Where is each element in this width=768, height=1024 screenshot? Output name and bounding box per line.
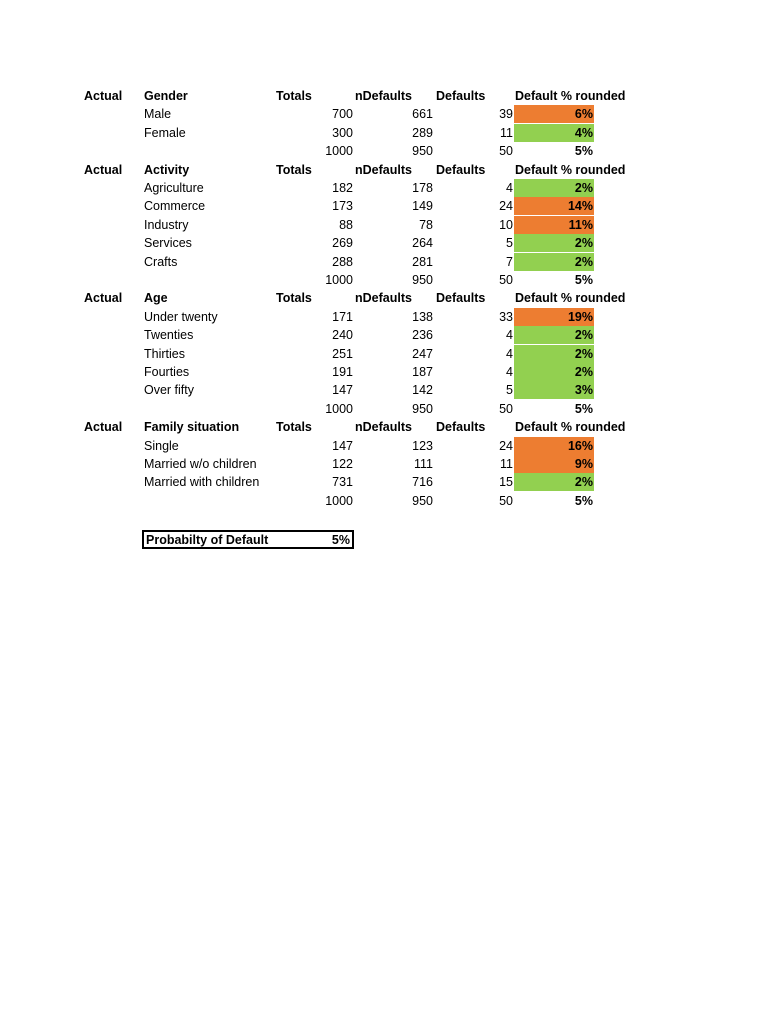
table-row	[0, 179, 768, 197]
total-totals-cell: 1000	[325, 273, 353, 287]
table-row	[0, 455, 768, 473]
totals-cell: 251	[332, 346, 353, 361]
total-defaults-cell: 50	[499, 493, 513, 508]
default-pct-cell: 2%	[514, 234, 594, 252]
total-row	[0, 492, 768, 510]
table-row	[0, 308, 768, 326]
section-header-row	[0, 87, 768, 105]
row-label: Services	[144, 236, 192, 251]
ndefaults-cell: 289	[412, 125, 433, 140]
totals-cell: 731	[332, 475, 353, 490]
table-row	[0, 253, 768, 271]
totals-cell: 240	[332, 328, 353, 343]
total-pct-cell: 5%	[574, 493, 593, 508]
ndefaults-header: nDefaults	[355, 420, 412, 435]
default-pct-cell: 3%	[514, 381, 594, 399]
section-header-row	[0, 289, 768, 307]
probability-label: Probabilty of Default	[146, 533, 269, 547]
totals-cell: 269	[332, 236, 353, 251]
default-pct-cell: 2%	[514, 363, 594, 381]
defaults-cell: 33	[499, 309, 513, 324]
total-totals-cell: 1000	[325, 144, 353, 159]
total-totals-cell: 1000	[325, 493, 353, 508]
default-pct-cell: 2%	[514, 473, 594, 491]
default-pct-cell: 16%	[514, 437, 594, 455]
defaults-cell: 10	[499, 217, 513, 232]
table-row	[0, 345, 768, 363]
totals-cell: 191	[332, 365, 353, 379]
row-label: Married with children	[144, 475, 260, 490]
ndefaults-cell: 78	[419, 217, 433, 232]
defaults-cell: 4	[506, 328, 513, 343]
total-pct-cell: 5%	[574, 273, 593, 287]
defaults-cell: 4	[506, 365, 513, 379]
row-label: Commerce	[144, 199, 206, 214]
actual-label: Actual	[84, 291, 123, 306]
row-label: Thirties	[144, 346, 185, 361]
probability-of-default-box	[142, 530, 354, 549]
total-defaults-cell: 50	[499, 144, 513, 159]
totals-cell: 88	[339, 217, 353, 232]
default-pct-header: Default % rounded	[515, 420, 626, 435]
default-pct-cell: 2%	[514, 345, 594, 363]
total-ndefaults-cell: 950	[412, 144, 433, 159]
actual-label: Actual	[84, 420, 123, 435]
defaults-cell: 4	[506, 181, 513, 195]
total-row	[0, 271, 768, 289]
row-label: Crafts	[144, 254, 178, 269]
actual-label: Actual	[84, 162, 123, 177]
defaults-cell: 5	[506, 236, 513, 251]
ndefaults-cell: 178	[412, 181, 433, 195]
defaults-cell: 7	[506, 254, 513, 269]
row-label: Female	[144, 125, 186, 140]
default-pct-cell: 11%	[514, 216, 594, 234]
totals-header: Totals	[276, 89, 312, 103]
row-label: Agriculture	[144, 181, 204, 195]
defaults-header: Defaults	[436, 291, 486, 306]
category-title: Age	[144, 291, 168, 306]
default-pct-cell: 14%	[514, 197, 594, 215]
defaults-cell: 39	[499, 107, 513, 122]
totals-cell: 171	[332, 309, 353, 324]
total-ndefaults-cell: 950	[412, 273, 433, 287]
default-pct-cell: 2%	[514, 253, 594, 271]
table-row	[0, 197, 768, 215]
ndefaults-cell: 661	[412, 107, 433, 122]
total-defaults-cell: 50	[499, 401, 513, 416]
totals-cell: 700	[332, 107, 353, 122]
row-label: Under twenty	[144, 309, 218, 324]
table-row	[0, 363, 768, 381]
defaults-header: Defaults	[436, 162, 486, 177]
total-row	[0, 142, 768, 160]
total-pct-cell: 5%	[574, 401, 593, 416]
actual-label: Actual	[84, 89, 123, 103]
totals-cell: 122	[332, 457, 353, 471]
ndefaults-header: nDefaults	[355, 162, 412, 177]
total-pct-cell: 5%	[574, 144, 593, 159]
ndefaults-cell: 264	[412, 236, 433, 251]
defaults-cell: 11	[500, 457, 513, 471]
defaults-cell: 15	[499, 475, 513, 490]
totals-header: Totals	[276, 162, 312, 177]
section-header-row	[0, 161, 768, 179]
totals-cell: 182	[332, 181, 353, 195]
table-row	[0, 105, 768, 123]
row-label: Twenties	[144, 328, 194, 343]
default-pct-cell: 6%	[514, 105, 594, 123]
section-header-row	[0, 418, 768, 436]
default-pct-cell: 2%	[514, 326, 594, 344]
table-row	[0, 437, 768, 455]
ndefaults-cell: 716	[412, 475, 433, 490]
ndefaults-cell: 247	[412, 346, 433, 361]
totals-cell: 147	[332, 383, 353, 398]
table-row	[0, 124, 768, 142]
default-pct-header: Default % rounded	[515, 162, 626, 177]
default-pct-header: Default % rounded	[515, 291, 626, 306]
total-totals-cell: 1000	[325, 401, 353, 416]
ndefaults-cell: 138	[412, 309, 433, 324]
row-label: Over fifty	[144, 383, 195, 398]
defaults-cell: 24	[499, 438, 513, 453]
default-pct-cell: 4%	[514, 124, 594, 142]
totals-cell: 173	[332, 199, 353, 214]
table-row	[0, 216, 768, 234]
ndefaults-header: nDefaults	[355, 291, 412, 306]
ndefaults-cell: 111	[413, 457, 433, 471]
ndefaults-cell: 281	[412, 254, 433, 269]
row-label: Male	[144, 107, 172, 122]
ndefaults-cell: 142	[412, 383, 433, 398]
ndefaults-cell: 236	[412, 328, 433, 343]
totals-header: Totals	[276, 420, 312, 435]
table-row	[0, 234, 768, 252]
row-label: Industry	[144, 217, 189, 232]
table-row	[0, 381, 768, 399]
defaults-header: Defaults	[436, 420, 486, 435]
category-title: Gender	[144, 89, 188, 103]
defaults-cell: 11	[500, 125, 513, 140]
total-row	[0, 400, 768, 418]
ndefaults-cell: 187	[412, 365, 433, 379]
total-ndefaults-cell: 950	[412, 401, 433, 416]
defaults-cell: 5	[506, 383, 513, 398]
category-title: Activity	[144, 162, 190, 177]
table-row	[0, 326, 768, 344]
table-row	[0, 473, 768, 491]
totals-header: Totals	[276, 291, 312, 306]
ndefaults-cell: 123	[412, 438, 433, 453]
total-defaults-cell: 50	[499, 273, 513, 287]
probability-value: 5%	[331, 533, 350, 547]
totals-cell: 288	[332, 254, 353, 269]
row-label: Married w/o children	[144, 457, 257, 471]
row-label: Fourties	[144, 365, 190, 379]
ndefaults-header: nDefaults	[355, 89, 412, 103]
default-pct-header: Default % rounded	[515, 89, 626, 103]
defaults-cell: 24	[499, 199, 513, 214]
default-pct-cell: 9%	[514, 455, 594, 473]
ndefaults-cell: 149	[412, 199, 433, 214]
defaults-header: Defaults	[436, 89, 486, 103]
totals-cell: 147	[332, 438, 353, 453]
defaults-cell: 4	[506, 346, 513, 361]
totals-cell: 300	[332, 125, 353, 140]
default-pct-cell: 19%	[514, 308, 594, 326]
row-label: Single	[144, 438, 179, 453]
default-pct-cell: 2%	[514, 179, 594, 197]
category-title: Family situation	[144, 420, 240, 435]
total-ndefaults-cell: 950	[412, 493, 433, 508]
